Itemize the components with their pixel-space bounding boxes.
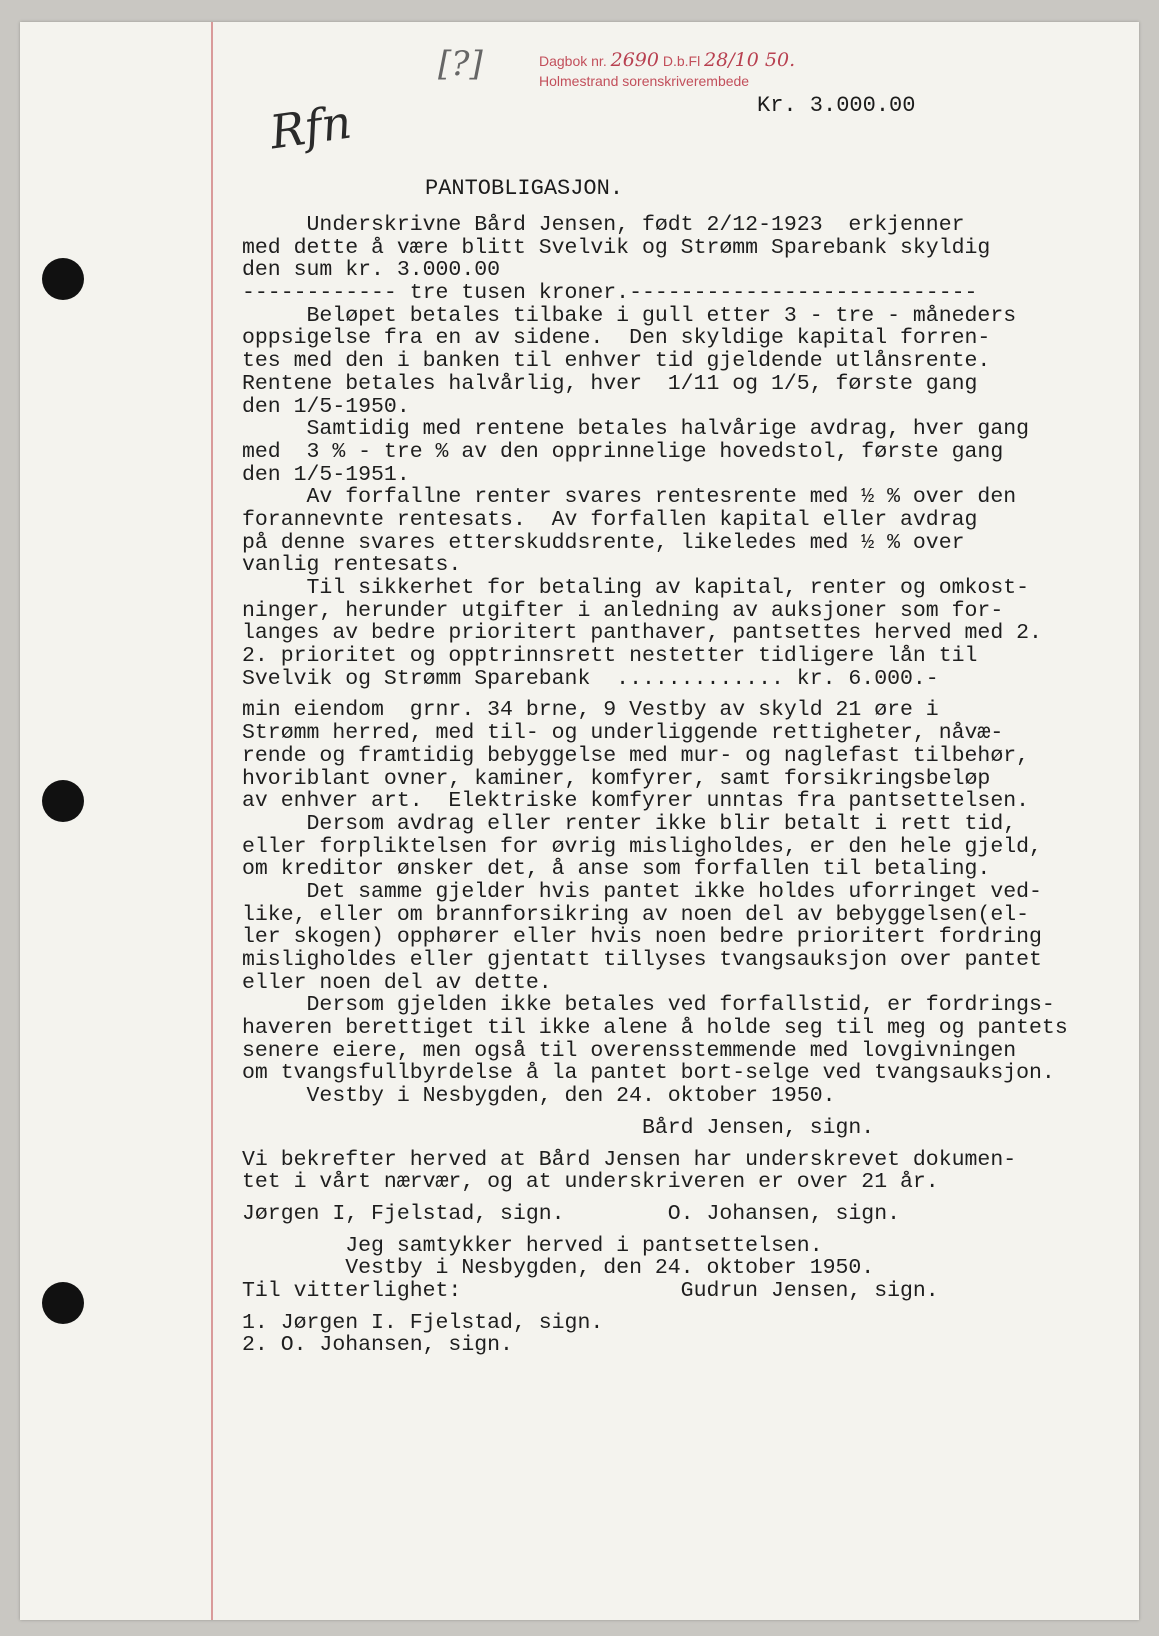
document-title: PANTOBLIGASJON. xyxy=(425,176,624,201)
document-body xyxy=(242,214,1122,1357)
text-line: Dersom gjelden ikke betales ved forfallstid, er fordrings- xyxy=(242,993,1055,1018)
punch-hole xyxy=(42,258,84,300)
text-line: forannevnte rentesats. Av forfallen kapital eller avdrag xyxy=(242,507,978,532)
stamp-date: 28/10 50. xyxy=(704,49,796,71)
text-line: Beløpet betales tilbake i gull etter 3 - tre - måneders xyxy=(242,303,1017,328)
document-page xyxy=(20,22,1139,1620)
text-line: Det samme gjelder hvis pantet ikke holdes uforringet ved- xyxy=(242,879,1042,904)
text-line: tet i vårt nærvær, og at underskriveren er over 21 år. xyxy=(242,1170,939,1195)
text-line: oppsigelse fra en av sidene. Den skyldige kapital forren- xyxy=(242,326,991,351)
amount-header: Kr. 3.000.00 xyxy=(757,93,916,118)
margin-line xyxy=(211,22,213,1620)
text-line: misligholdes eller gjentatt tillyses tvangsauksjon over pantet xyxy=(242,948,1042,972)
registration-stamp xyxy=(539,50,795,91)
text-line: på denne svares etterskuddsrente, likeledes med ½ % over xyxy=(242,530,965,555)
text-line: den 1/5-1950. xyxy=(242,394,410,419)
text-line: Svelvik og Strømm Sparebank ............. kr. 6.000.- xyxy=(242,666,939,691)
text-line: like, eller om brannforsikring av noen del av bebyggelsen(el- xyxy=(242,902,1030,927)
stamp-label-2: D.b.Fl xyxy=(662,53,701,69)
punch-hole xyxy=(42,780,84,822)
text-line: rende og framtidig bebyggelse med mur- og naglefast tilbehør, xyxy=(242,743,1030,768)
text-line: om tvangsfullbyrdelse å la pantet bort-selge ved tvangsauksjon. xyxy=(242,1061,1055,1086)
text-line: ------------ tre tusen kroner.--------------------------- xyxy=(242,281,978,306)
text-line: eller forpliktelsen for øvrig misligholdes, er den hele gjeld, xyxy=(242,834,1042,859)
text-line: ler skogen) opphører eller hvis noen bedre prioritert fordring xyxy=(242,925,1042,950)
handwritten-initials: Rfn xyxy=(266,94,355,160)
text-line: Jørgen I, Fjelstad, sign. O. Johansen, sign. xyxy=(242,1201,901,1226)
text-line: vanlig rentesats. xyxy=(242,553,462,578)
text-line: Strømm herred, med til- og underliggende rettigheter, nåvæ- xyxy=(242,721,1004,746)
text-line: med 3 % - tre % av den opprinnelige hovedstol, første gang xyxy=(242,439,1004,464)
text-line: Vestby i Nesbygden, den 24. oktober 1950. xyxy=(242,1256,875,1281)
text-line: 2. O. Johansen, sign. xyxy=(242,1333,513,1358)
text-line: Jeg samtykker herved i pantsettelsen. xyxy=(242,1233,823,1258)
punch-hole xyxy=(42,1282,84,1324)
text-line: Av forfallne renter svares rentesrente med ½ % over den xyxy=(242,485,1017,510)
text-line: langes av bedre prioritert panthaver, pantsettes herved med 2. xyxy=(242,621,1042,646)
text-line: Vestby i Nesbygden, den 24. oktober 1950. xyxy=(242,1084,836,1109)
text-line: senere eiere, men også til overensstemmende med lovgivningen xyxy=(242,1038,1017,1063)
text-line: Samtidig med rentene betales halvårige avdrag, hver gang xyxy=(242,417,1030,442)
text-line: den 1/5-1951. xyxy=(242,462,410,487)
text-line: den sum kr. 3.000.00 xyxy=(242,258,501,283)
text-line: Til vitterlighet: Gudrun Jensen, sign. xyxy=(242,1278,939,1303)
text-line: 1. Jørgen I. Fjelstad, sign. xyxy=(242,1310,604,1335)
text-line: 2. prioritet og opptrinnsrett nestetter tidligere lån til xyxy=(242,644,978,669)
text-line: om kreditor ønsker det, å anse som forfallen til betaling. xyxy=(242,857,991,882)
text-line: haveren berettiget til ikke alene å holde seg til meg og pantets xyxy=(242,1016,1068,1041)
text-line: min eiendom grnr. 34 brne, 9 Vestby av skyld 21 øre i xyxy=(242,698,939,723)
text-line: ninger, herunder utgifter i anledning av auksjoner som for- xyxy=(242,598,1004,623)
journal-number: 2690 xyxy=(610,49,659,71)
stamp-label: Dagbok nr. xyxy=(539,53,607,69)
text-line: tes med den i banken til enhver tid gjeldende utlånsrente. xyxy=(242,349,991,374)
stamp-office: Holmestrand sorenskriverembede xyxy=(539,73,750,89)
text-line: Til sikkerhet for betaling av kapital, renter og omkost- xyxy=(242,576,1030,600)
text-line: eller noen del av dette. xyxy=(242,970,552,995)
text-line: Bård Jensen, sign. xyxy=(242,1115,875,1140)
text-line: Vi bekrefter herved at Bård Jensen har underskrevet dokumen- xyxy=(242,1147,1017,1172)
text-line: med dette å være blitt Svelvik og Strømm Sparebank skyldig xyxy=(242,235,991,260)
text-line: Rentene betales halvårlig, hver 1/11 og 1/5, første gang xyxy=(242,371,978,396)
text-line: av enhver art. Elektriske komfyrer unntas fra pantsettelsen. xyxy=(242,789,1030,814)
text-line: hvoriblant ovner, kaminer, komfyrer, samt forsikringsbeløp xyxy=(242,766,991,791)
text-line: Dersom avdrag eller renter ikke blir betalt i rett tid, xyxy=(242,811,1017,836)
top-mark: [?] xyxy=(438,44,483,84)
text-line: Underskrivne Bård Jensen, født 2/12-1923 erkjenner xyxy=(242,213,965,237)
